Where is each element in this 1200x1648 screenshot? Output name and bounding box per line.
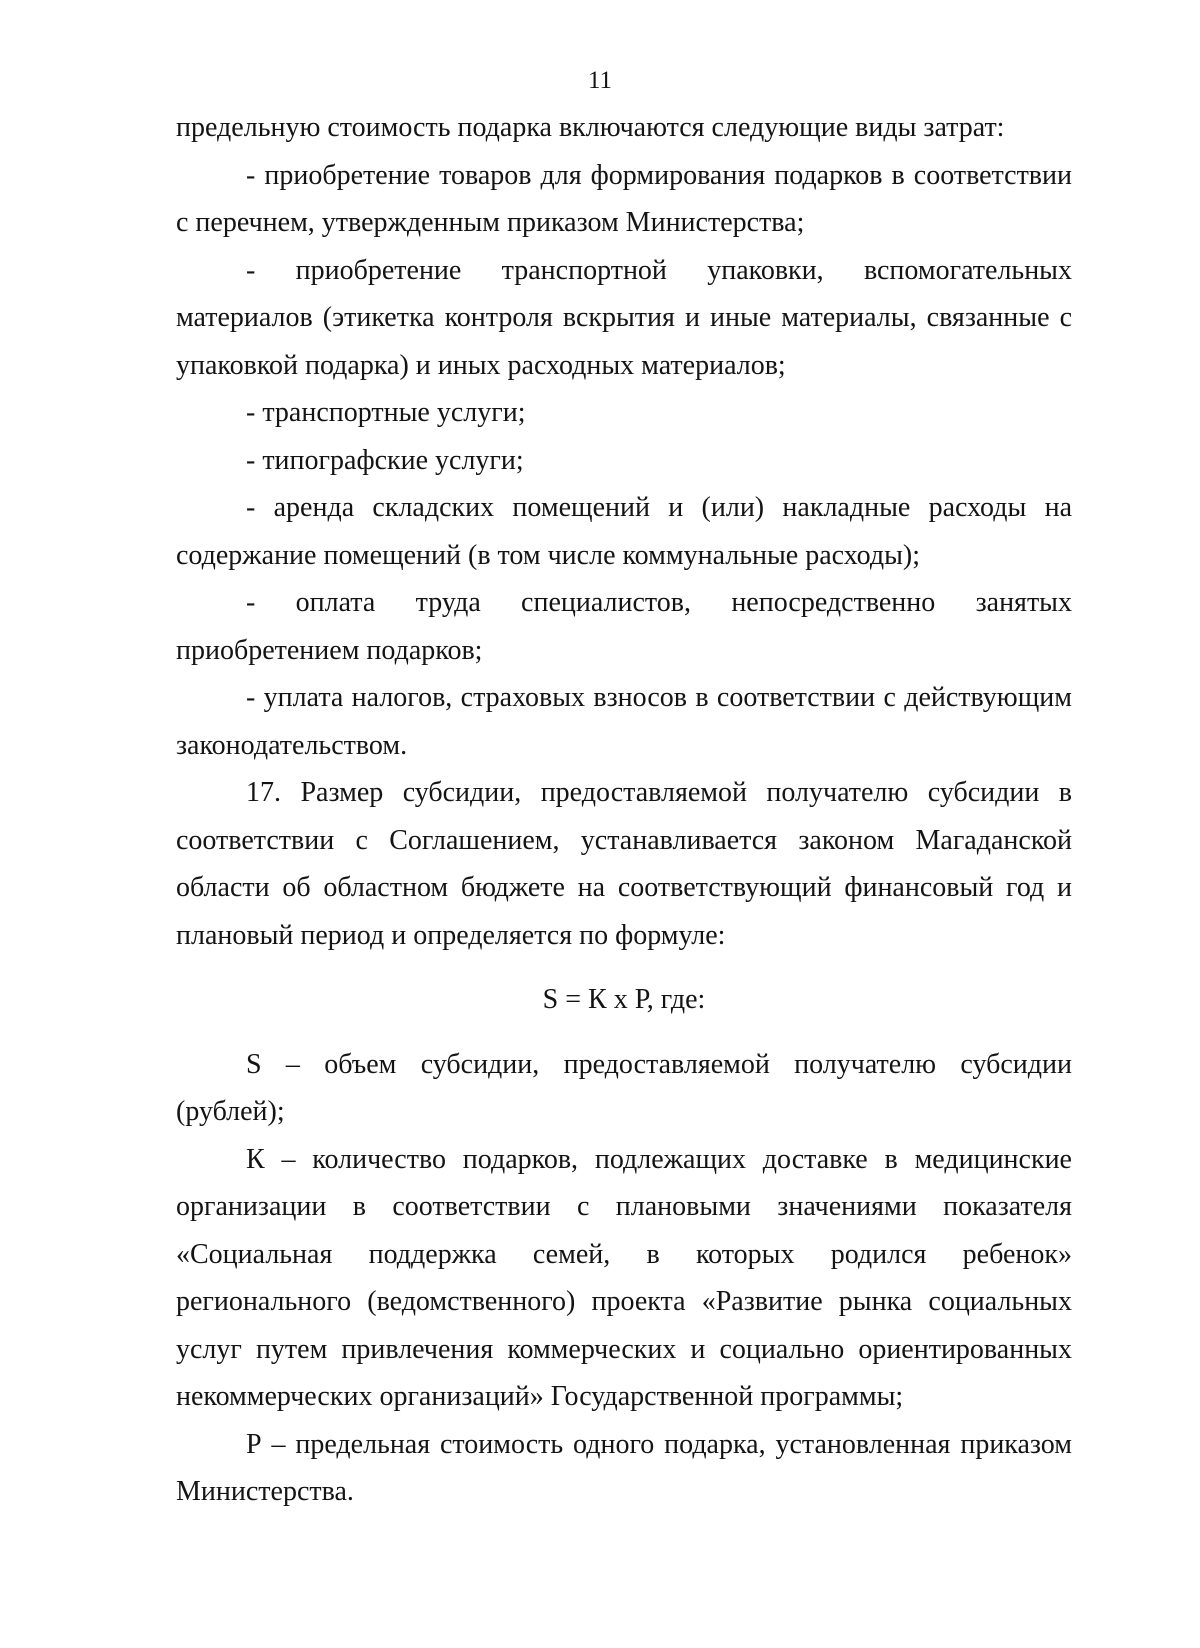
page-number: 11: [587, 67, 613, 94]
document-body: [176, 104, 1072, 1516]
definition-p: Р – предельная стоимость одного подарка, установленная приказом Министерства.: [176, 1428, 1072, 1507]
list-item-printing-services: - типографские услуги;: [246, 444, 524, 476]
list-item-taxes: - уплата налогов, страховых взносов в соответствии с действующим законодательством.: [176, 682, 1072, 761]
list-item-goods-purchase: - приобретение товаров для формирования подарков в соответствии с перечнем, утвержденным приказом Министерства;: [176, 159, 1072, 238]
list-item-staff-wages: - оплата труда специалистов, непосредственно занятых приобретением подарков;: [176, 587, 1072, 666]
paragraph-17-subsidy-size: 17. Размер субсидии, предоставляемой получателю субсидии в соответствии с Соглашением, устанавливается законом Магаданской области об областном бюджете на соответствующий финансовый год и плановый период и определяется по формуле:: [176, 777, 1072, 951]
list-item-warehouse-rent: - аренда складских помещений и (или) накладные расходы на содержание помещений (в том числе коммунальные расходы);: [176, 492, 1072, 571]
paragraph-cost-items-intro: предельную стоимость подарка включаются следующие виды затрат:: [176, 112, 1005, 143]
definition-s: S – объем субсидии, предоставляемой получателю субсидии (рублей);: [176, 1048, 1072, 1127]
subsidy-formula: S = К х Р, где:: [542, 984, 706, 1015]
list-item-packaging-materials: - приобретение транспортной упаковки, вспомогательных материалов (этикетка контроля вскрытия и иные материалы, связанные с упаковкой подарка) и иных расходных материалов;: [176, 254, 1072, 381]
definition-k: К – количество подарков, подлежащих доставке в медицинские организации в соответствии с плановыми значениями показателя «Социальная поддержка семей, в которых родился ребенок» регионального (ведомственного) проекта «Развитие рынка социальных услуг путем привлечения коммерческих и социально ориентированных некоммерческих организаций» Государственной программы;: [176, 1143, 1072, 1412]
list-item-transport-services: - транспортные услуги;: [246, 397, 526, 428]
